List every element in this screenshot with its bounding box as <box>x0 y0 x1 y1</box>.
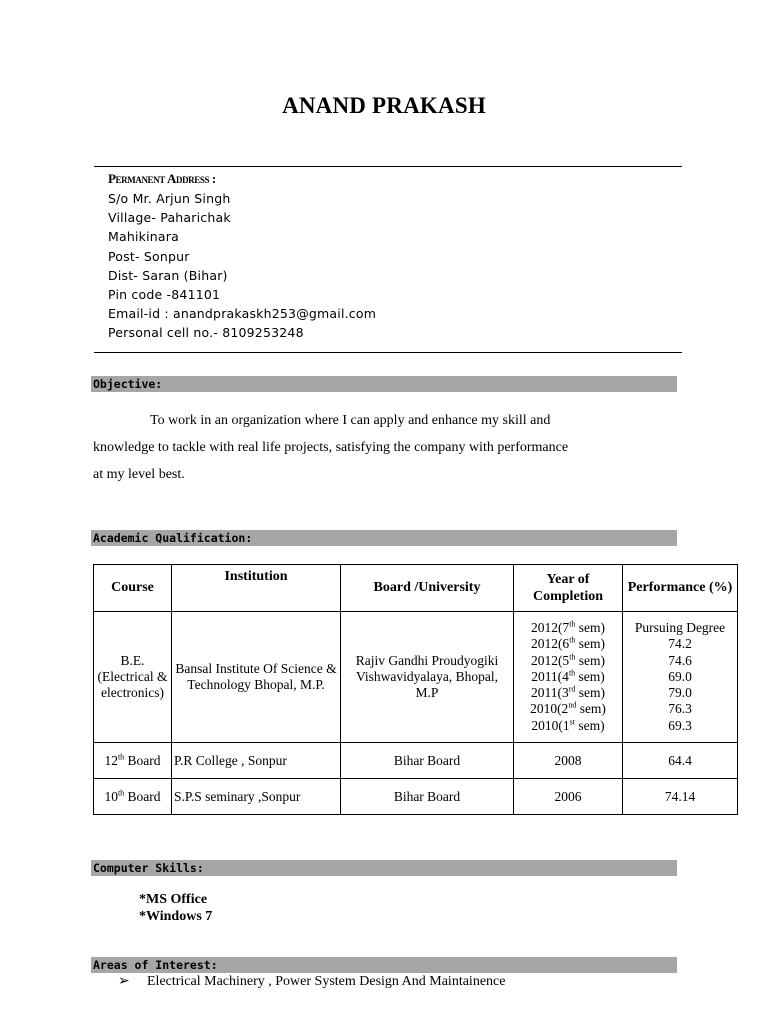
interests-list <box>118 973 505 990</box>
board-cell: Rajiv Gandhi Proudyogiki Vishwavidyalaya, Bhopal, M.P <box>341 612 514 743</box>
objective-section-bar <box>91 376 677 392</box>
computer-skills-heading: Computer Skills: <box>93 861 204 875</box>
interests-section-bar <box>91 957 677 973</box>
year-entry: 2010(1st sem) <box>531 717 605 733</box>
table-row <box>94 779 738 815</box>
year-cell: 2008 <box>514 743 623 779</box>
arrow-bullet-icon: ➢ <box>118 974 130 989</box>
board-cell: Bihar Board <box>341 743 514 779</box>
academic-section-bar <box>91 530 677 546</box>
objective-text <box>93 407 653 488</box>
academic-heading: Academic Qualification: <box>93 531 253 545</box>
year-entry: 2011(3rd sem) <box>530 684 606 701</box>
objective-heading: Objective: <box>93 377 163 391</box>
performance-cell: 74.14 <box>623 779 738 815</box>
performance-entry: 69.3 <box>668 717 692 733</box>
performance-entry: 74.2 <box>668 636 692 652</box>
address-line: S/o Mr. Arjun Singh <box>108 191 231 206</box>
course-cell: B.E. (Electrical & electronics) <box>94 612 172 743</box>
address-heading: Permanent Address : <box>108 171 216 186</box>
table-row <box>94 743 738 779</box>
objective-line: knowledge to tackle with real life projects, satisfying the company with performance <box>93 440 569 455</box>
performance-entry: 79.0 <box>668 685 692 701</box>
year-cell: 2006 <box>514 779 623 815</box>
institution-cell: S.P.S seminary ,Sonpur <box>172 779 341 815</box>
address-line: Mahikinara <box>108 229 179 245</box>
address-line: Village- Paharichak <box>108 210 231 226</box>
performance-entry: 74.6 <box>668 652 692 668</box>
address-line: Pin code -841101 <box>108 287 221 303</box>
performance-entry: Pursuing Degree <box>634 619 726 635</box>
column-header-institution: Institution <box>172 565 341 612</box>
email-line: Email-id : anandprakaskh253@gmail.com <box>108 306 377 322</box>
skill-item: *MS Office <box>139 892 208 907</box>
address-block <box>108 170 376 343</box>
computer-skills-section-bar <box>91 860 677 876</box>
address-top-rule <box>94 166 682 167</box>
year-entry: 2012(5th sem) <box>530 652 606 668</box>
performance-cell <box>623 612 738 743</box>
year-entry: 2012(7th sem) <box>530 619 606 635</box>
objective-line: at my level best. <box>93 467 185 482</box>
academic-table <box>93 564 738 815</box>
address-line: Dist- Saran (Bihar) <box>108 267 228 283</box>
institution-cell: P.R College , Sonpur <box>172 743 341 779</box>
year-entry: 2012(6th sem) <box>530 635 606 652</box>
performance-entry: 76.3 <box>668 701 692 717</box>
skill-item: *Windows 7 <box>139 909 213 924</box>
computer-skills-list <box>139 891 212 925</box>
course-cell: 12th Board <box>94 743 172 779</box>
column-header-board: Board /University <box>341 565 514 612</box>
phone-line: Personal cell no.- 8109253248 <box>108 325 304 341</box>
performance-entry: 69.0 <box>668 668 692 684</box>
performance-cell: 64.4 <box>623 743 738 779</box>
column-header-course: Course <box>94 565 172 612</box>
candidate-name: ANAND PRAKASH <box>282 93 486 118</box>
institution-cell: Bansal Institute Of Science & Technology Bhopal, M.P. <box>172 612 341 743</box>
interest-item <box>118 973 505 990</box>
column-header-performance: Performance (%) <box>623 565 738 612</box>
year-entry: 2010(2nd sem) <box>530 700 606 717</box>
table-row <box>94 612 738 743</box>
table-header-row <box>94 565 738 612</box>
interest-text: Electrical Machinery , Power System Design And Maintainence <box>147 974 506 989</box>
year-entry: 2011(4th sem) <box>531 668 605 684</box>
address-line: Post- Sonpur <box>108 248 190 264</box>
course-cell: 10th Board <box>94 779 172 815</box>
board-cell: Bihar Board <box>341 779 514 815</box>
column-header-year: Year of Completion <box>514 565 623 612</box>
interests-heading: Areas of Interest: <box>93 958 218 972</box>
address-bottom-rule <box>94 352 682 353</box>
year-cell <box>514 612 623 743</box>
objective-line: To work in an organization where I can apply and enhance my skill and <box>150 413 551 428</box>
